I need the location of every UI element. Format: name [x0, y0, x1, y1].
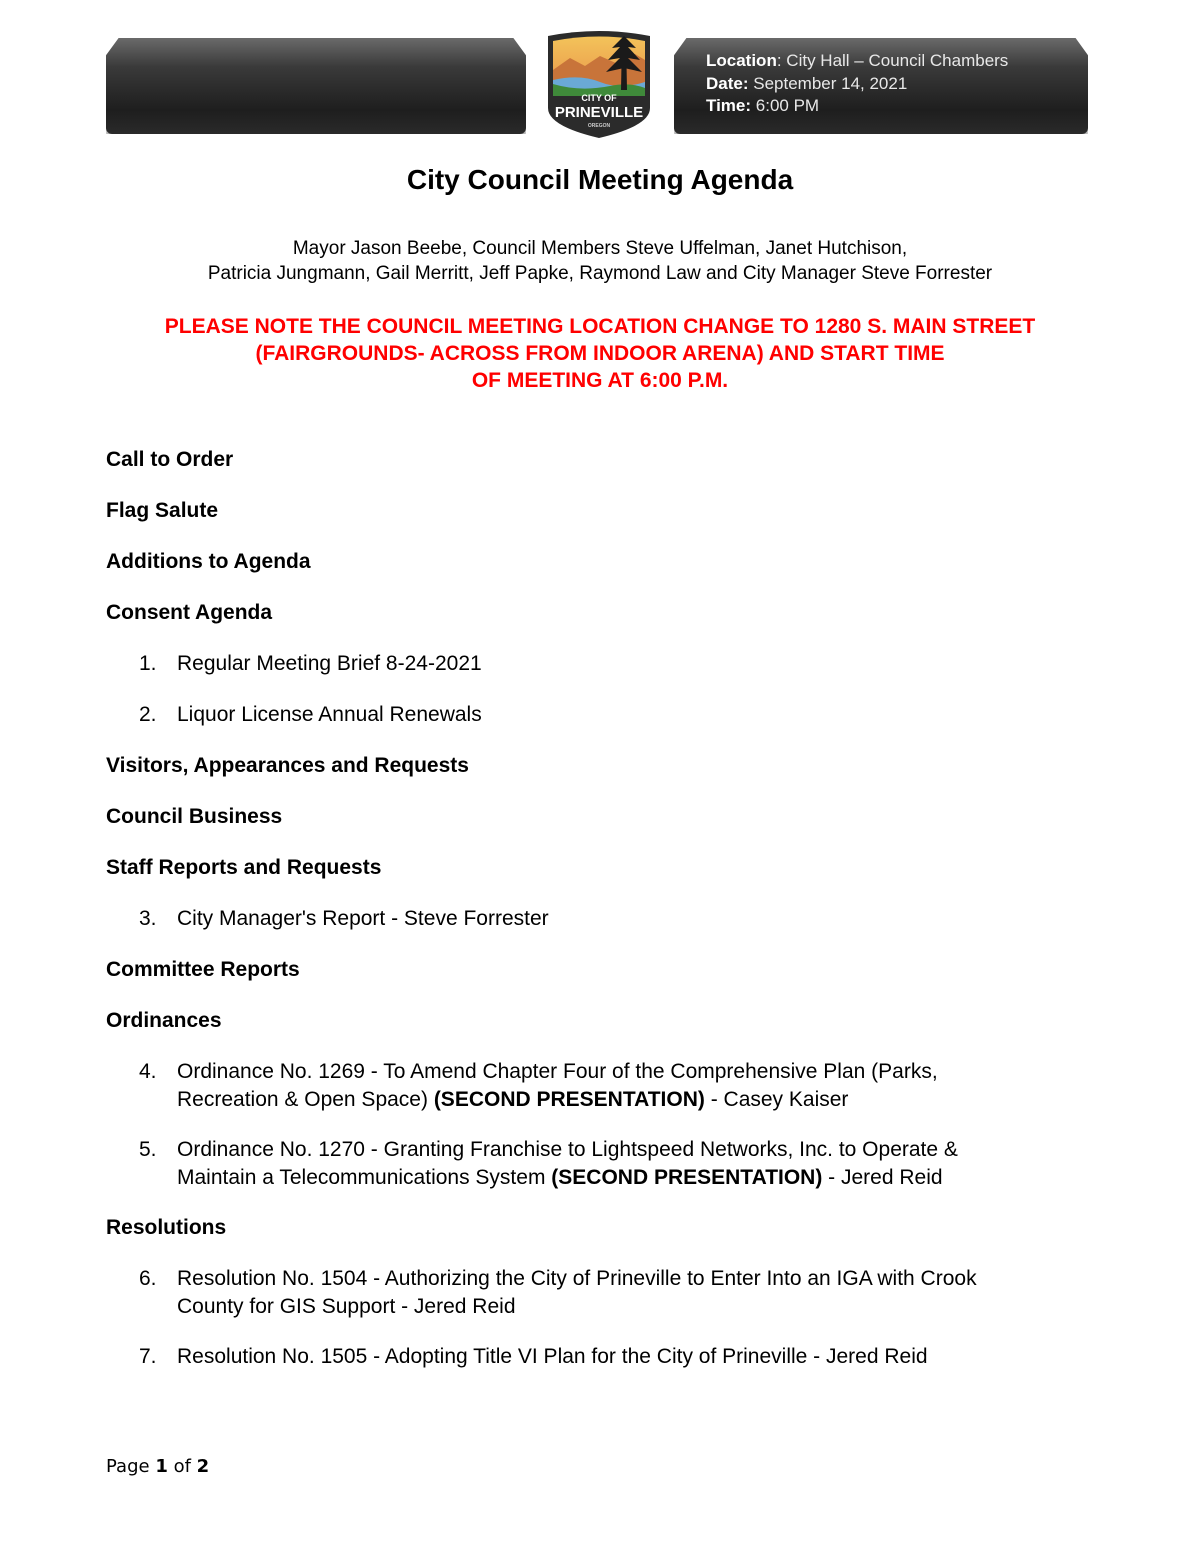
city-logo	[540, 30, 658, 142]
members-line-2: Patricia Jungmann, Gail Merritt, Jeff Papke, Raymond Law and City Manager Steve Forrester	[207, 263, 993, 284]
item-number: 4.	[139, 1060, 157, 1083]
agenda-item-7	[106, 1343, 1106, 1394]
time-line: Time: 6:00 PM	[706, 96, 820, 115]
meeting-info	[706, 50, 1008, 118]
agenda-list	[106, 446, 1106, 1394]
section-council-business: Council Business	[106, 805, 283, 828]
item-text-line-2: Maintain a Telecommunications System (SECOND PRESENTATION) - Jered Reid	[177, 1166, 943, 1189]
section-staff-reports: Staff Reports and Requests	[106, 856, 382, 879]
item-number: 2.	[139, 703, 157, 726]
notice-line-1: PLEASE NOTE THE COUNCIL MEETING LOCATION CHANGE TO 1280 S. MAIN STREET	[164, 315, 1036, 338]
section-flag-salute: Flag Salute	[106, 499, 219, 522]
item-number: 5.	[139, 1138, 157, 1161]
page-number: Page 1 of 2	[106, 1456, 210, 1477]
agenda-item-4	[106, 1058, 1106, 1136]
logo-text-oregon: OREGON	[587, 123, 611, 129]
section-additions: Additions to Agenda	[106, 550, 311, 573]
item-text-line-2: County for GIS Support - Jered Reid	[177, 1295, 516, 1318]
item-number: 6.	[139, 1267, 157, 1290]
section-call-to-order: Call to Order	[106, 448, 234, 471]
item-text-line-2: Recreation & Open Space) (SECOND PRESENTATION) - Casey Kaiser	[177, 1088, 849, 1111]
item-number: 1.	[139, 652, 157, 675]
agenda-item-5	[106, 1136, 1106, 1214]
item-text: City Manager's Report - Steve Forrester	[177, 907, 549, 930]
notice-line-3: OF MEETING AT 6:00 P.M.	[471, 369, 729, 392]
logo-text-city-of: CITY OF	[581, 93, 617, 103]
section-consent-agenda: Consent Agenda	[106, 601, 273, 624]
item-text-line-1: Ordinance No. 1270 - Granting Franchise to Lightspeed Networks, Inc. to Operate &	[177, 1138, 958, 1161]
council-members	[0, 236, 1200, 286]
location-change-notice	[0, 313, 1200, 394]
agenda-item-2	[106, 701, 1106, 752]
section-visitors: Visitors, Appearances and Requests	[106, 754, 469, 777]
header-banner-left	[106, 38, 526, 134]
agenda-item-6	[106, 1265, 1106, 1343]
item-text: Liquor License Annual Renewals	[177, 703, 482, 726]
date-line: Date: September 14, 2021	[706, 73, 908, 93]
agenda-item-3	[106, 905, 1106, 956]
item-text: Resolution No. 1505 - Adopting Title VI Plan for the City of Prineville - Jered Reid	[177, 1345, 928, 1368]
page-title: City Council Meeting Agenda	[406, 164, 794, 195]
notice-line-2: (FAIRGROUNDS- ACROSS FROM INDOOR ARENA) AND START TIME	[255, 342, 945, 365]
item-text-line-1: Ordinance No. 1269 - To Amend Chapter Four of the Comprehensive Plan (Parks,	[177, 1060, 938, 1083]
section-committee-reports: Committee Reports	[106, 958, 300, 981]
section-ordinances: Ordinances	[106, 1009, 222, 1032]
section-resolutions: Resolutions	[106, 1216, 227, 1239]
location-line: Location: City Hall – Council Chambers	[706, 51, 1009, 70]
logo-text-prineville: PRINEVILLE	[554, 104, 644, 121]
item-number: 3.	[139, 907, 157, 930]
item-text-line-1: Resolution No. 1504 - Authorizing the City of Prineville to Enter Into an IGA with Crook	[177, 1267, 977, 1290]
agenda-item-1	[106, 650, 1106, 701]
members-line-1: Mayor Jason Beebe, Council Members Steve Uffelman, Janet Hutchison,	[292, 238, 908, 259]
item-text: Regular Meeting Brief 8-24-2021	[177, 652, 482, 675]
item-number: 7.	[139, 1345, 157, 1368]
